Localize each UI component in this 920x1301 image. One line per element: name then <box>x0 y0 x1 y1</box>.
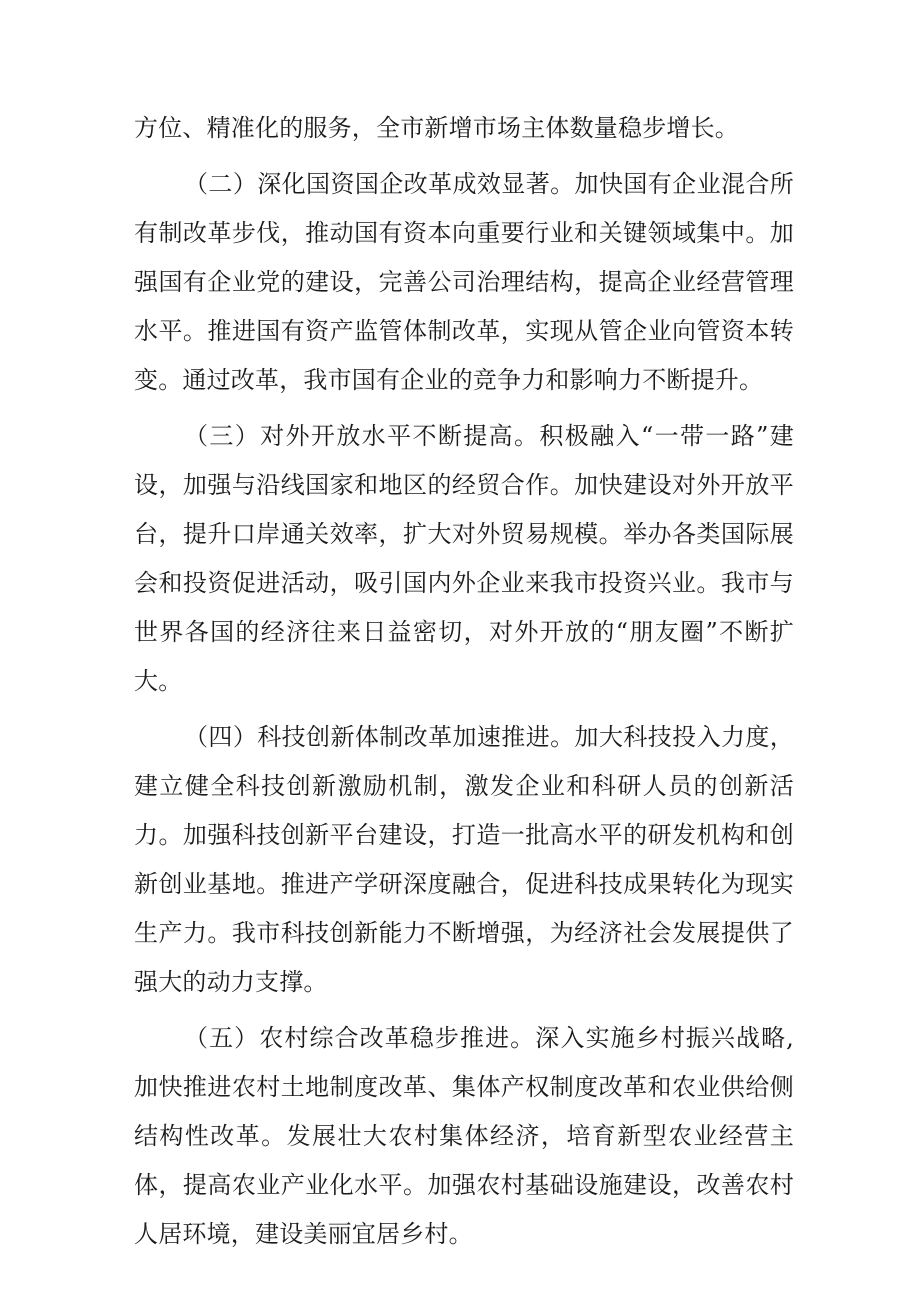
paragraph-section-2: （二）深化国资国企改革成效显著。加快国有企业混合所有制改革步伐，推动国有资本向重要行业和关键领域集中。加强国有企业党的建设，完善公司治理结构，提高企业经营管理水平。推进国有资产监管体制改革，实现从管企业向管资本转变。通过改革，我市国有企业的竞争力和影响力不断提升。 <box>134 170 794 394</box>
paragraph-section-3: （三）对外开放水平不断提高。积极融入“一带一路”建设，加强与沿线国家和地区的经贸合作。加快建设对外开放平台，提升口岸通关效率，扩大对外贸易规模。举办各类国际展会和投资促进活动，吸引国内外企业来我市投资兴业。我市与世界各国的经济往来日益密切，对外开放的“朋友圈”不断扩大。 <box>134 422 794 695</box>
paragraph-section-4: （四）科技创新体制改革加速推进。加大科技投入力度，建立健全科技创新激励机制，激发企业和科研人员的创新活力。加强科技创新平台建设，打造一批高水平的研发机构和创新创业基地。推进产学研深度融合，促进科技成果转化为现实生产力。我市科技创新能力不断增强，为经济社会发展提供了强大的动力支撑。 <box>134 723 794 996</box>
document-body <box>134 104 794 1259</box>
paragraph-section-5: （五）农村综合改革稳步推进。深入实施乡村振兴战略,加快推进农村土地制度改革、集体产权制度改革和农业供给侧结构性改革。发展壮大农村集体经济，培育新型农业经营主体，提高农业产业化水平。加强农村基础设施建设，改善农村人居环境，建设美丽宜居乡村。 <box>134 1024 794 1248</box>
paragraph-continuation: 方位、精准化的服务，全市新增市场主体数量稳步增长。 <box>134 114 739 142</box>
